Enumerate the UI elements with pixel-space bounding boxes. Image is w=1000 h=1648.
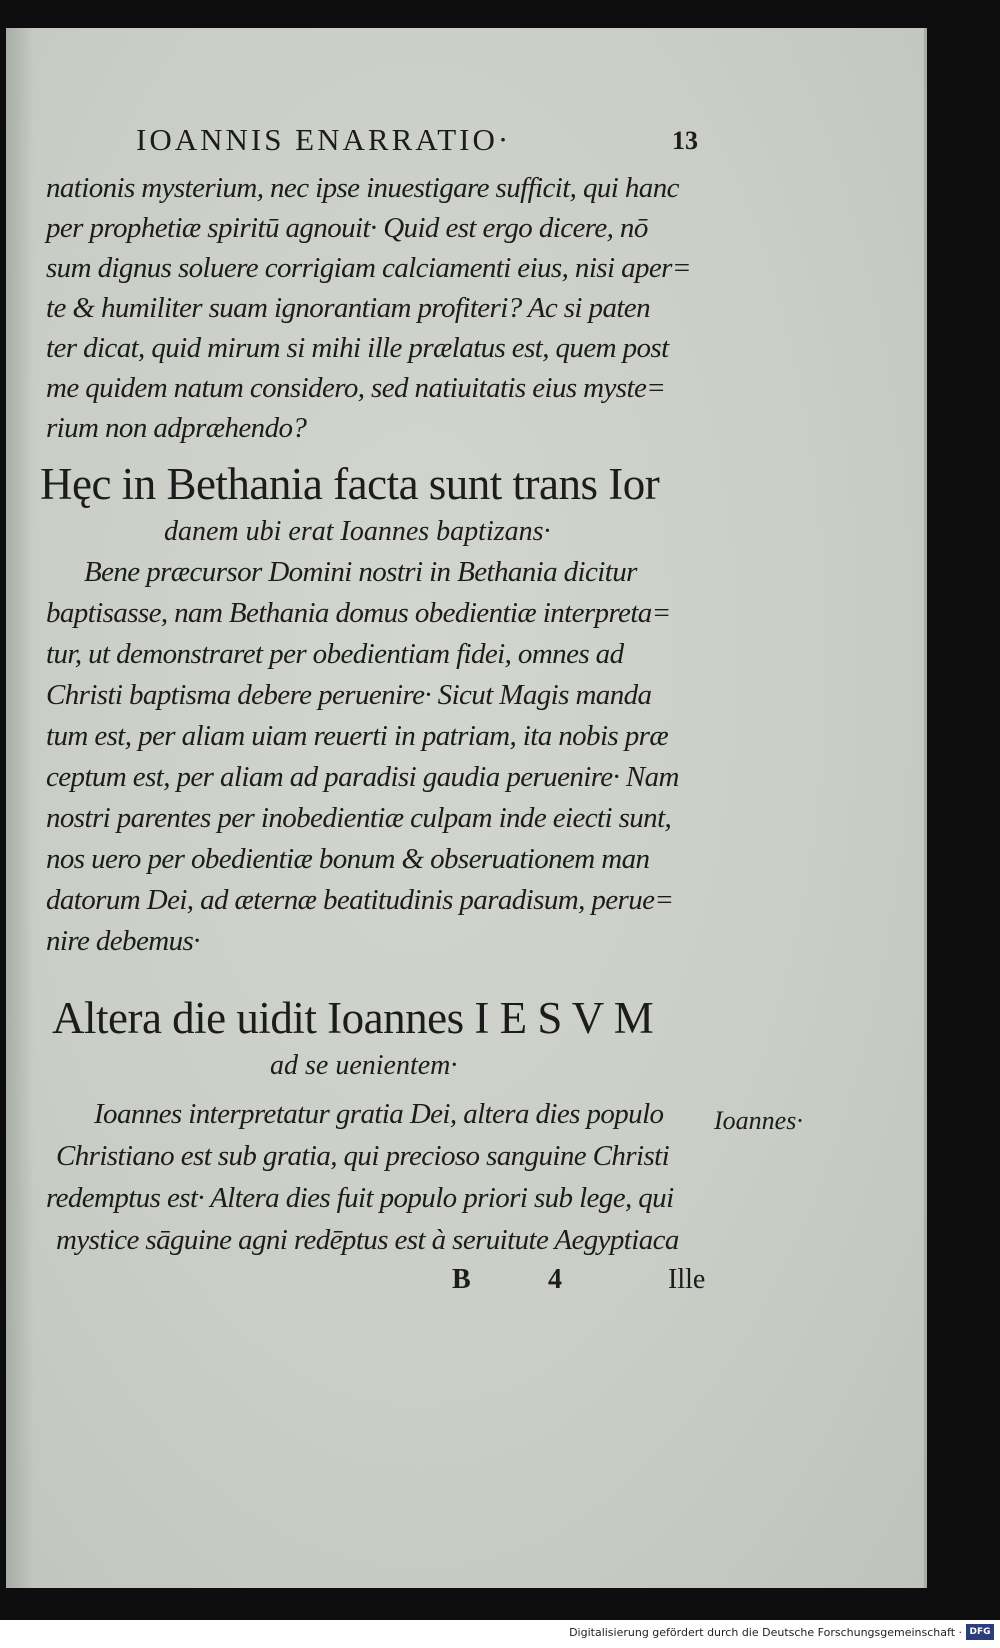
text-line: redemptus est· Altera dies fuit populo priori sub lege, qui [46, 1182, 674, 1214]
text-line: nostri parentes per inobedientiæ culpam inde eiecti sunt, [46, 802, 672, 834]
text-line: te & humiliter suam ignorantiam profiteri? Ac si paten [46, 292, 650, 324]
marginal-note: Ioannes· [714, 1106, 803, 1135]
running-title: IOANNIS ENARRATIO· [136, 122, 512, 157]
text-line: Christi baptisma debere peruenire· Sicut Magis manda [46, 679, 652, 711]
dfg-logo: DFG [966, 1624, 994, 1640]
signature-number: 4 [548, 1264, 562, 1295]
text-line: rium non adpræhendo? [46, 412, 307, 444]
text-line: me quidem natum considero, sed natiuitatis eius myste= [46, 372, 666, 404]
text-line: baptisasse, nam Bethania domus obedientiæ interpreta= [46, 597, 671, 629]
signature-letter: B [452, 1264, 471, 1295]
folio-number: 13 [672, 126, 698, 155]
text-line: Christiano est sub gratia, qui precioso sanguine Christi [56, 1140, 670, 1172]
lemma-heading-1: Hęc in Bethania facta sunt trans Ior [40, 459, 660, 509]
text-line: ter dicat, quid mirum si mihi ille prælatus est, quem post [46, 332, 669, 364]
catchword: Ille [668, 1264, 706, 1295]
page-gutter-shadow [6, 28, 34, 1588]
text-line: nire debemus· [46, 925, 200, 957]
text-line: ceptum est, per aliam ad paradisi gaudia peruenire· Nam [46, 761, 679, 793]
footer-bar [0, 1620, 1000, 1648]
lemma-subline-2: ad se uenientem· [270, 1050, 458, 1081]
lemma-heading-2: Altera die uidit Ioannes I E S V M [52, 993, 654, 1043]
lemma-subline-1: danem ubi erat Ioannes baptizans· [164, 516, 551, 547]
text-line: datorum Dei, ad æternæ beatitudinis paradisum, perue= [46, 884, 674, 916]
text-line: tum est, per aliam uiam reuerti in patriam, ita nobis præ [46, 720, 669, 752]
text-line: Ioannes interpretatur gratia Dei, altera dies populo [94, 1098, 664, 1130]
footer-credit: Digitalisierung gefördert durch die Deutsche Forschungsgemeinschaft · [569, 1626, 962, 1639]
text-line: tur, ut demonstraret per obedientiam fidei, omnes ad [46, 638, 624, 670]
text-line: Bene præcursor Domini nostri in Bethania dicitur [84, 556, 637, 588]
text-line: nationis mysterium, nec ipse inuestigare sufficit, qui hanc [46, 172, 679, 204]
text-line: per prophetiæ spiritū agnouit· Quid est ergo dicere, nō [46, 212, 648, 244]
text-line: sum dignus soluere corrigiam calciamenti eius, nisi aper= [46, 252, 691, 284]
text-line: mystice sāguine agni redēptus est à seruitute Aegyptiaca [56, 1224, 679, 1256]
text-line: nos uero per obedientiæ bonum & obseruationem man [46, 843, 650, 875]
